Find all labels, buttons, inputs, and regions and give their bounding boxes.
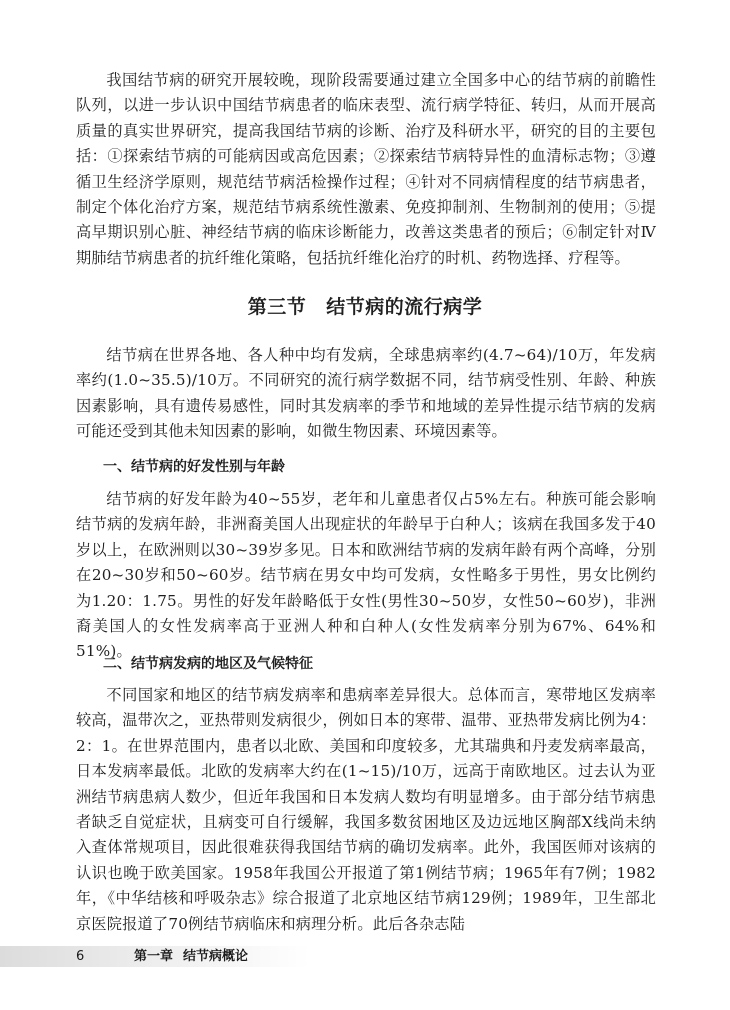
subheading-gender-age: 一、结节病的好发性别与年龄 (103, 459, 285, 475)
running-footer-chapter (134, 946, 248, 967)
page-number: 6 (76, 949, 85, 964)
body-paragraph-4: 不同国家和地区的结节病发病率和患病率差异很大。总体而言，寒带地区发病率较高，温带次之，亚热带则发病很少，例如日本的寒带、温带、亚热带发病比例为4：2：1。在世界范围内，患者以北欧、美国和印度较多，尤其瑞典和丹麦发病率最高，日本发病率最低。北欧的发病率大约在(1~15)/10万，远高于南欧地区。过去认为亚洲结节病患病人数少，但近年我国和日本发病人数均有明显增多。由于部分结节病患者缺乏自觉症状，且病变可自行缓解，我国多数贫困地区及边远地区胸部X线尚未纳入查体常规项目，因此很难获得我国结节病的确切发病率。此外，我国医师对该病的认识也晚于欧美国家。1958年我国公开报道了第1例结节病；1965年有7例；1982年，《中华结核和呼吸杂志》综合报道了北京地区结节病129例；1989年，卫生部北京医院报道了70例结节病临床和病理分析。此后各杂志陆 (76, 686, 656, 933)
chapter-number: 第一章 (134, 949, 174, 964)
subheading-region-climate: 二、结节病发病的地区及气候特征 (103, 656, 313, 672)
body-paragraph-1: 我国结节病的研究开展较晚，现阶段需要通过建立全国多中心的结节病的前瞻性队列，以进一步认识中国结节病患者的临床表型、流行病学特征、转归，从而开展高质量的真实世界研究，提高我国结节病的诊断、治疗及科研水平，研究的目的主要包括：①探索结节病的可能病因或高危因素；②探索结节病特异性的血清标志物；③遵循卫生经济学原则，规范结节病活检操作过程；④针对不同病情程度的结节病患者，制定个体化治疗方案，规范结节病系统性激素、免疫抑制剂、生物制剂的使用；⑤提高早期识别心脏、神经结节病的临床诊断能力，改善这类患者的预后；⑥制定针对Ⅳ期肺结节病患者的抗纤维化策略，包括抗纤维化治疗的时机、药物选择、疗程等。 (76, 71, 656, 267)
body-paragraph-2: 结节病在世界各地、各人种中均有发病，全球患病率约(4.7~64)/10万，年发病率约(1.0~35.5)/10万。不同研究的流行病学数据不同，结节病受性别、年龄、种族因素影响，具有遗传易感性，同时其发病率的季节和地域的差异性提示结节病的发病可能还受到其他未知因素的影响，如微生物因素、环境因素等。 (76, 346, 656, 441)
section-title: 结节病的流行病学 (326, 296, 483, 318)
section-heading (0, 292, 730, 319)
chapter-title: 结节病概论 (183, 949, 249, 964)
body-paragraph-3: 结节病的好发年龄为40~55岁，老年和儿童患者仅占5%左右。种族可能会影响结节病的发病年龄，非洲裔美国人出现症状的年龄早于白种人；该病在我国多发于40岁以上，在欧洲则以30~39岁多见。日本和欧洲结节病的发病年龄有两个高峰，分别在20~30岁和50~60岁。结节病在男女中均可发病，女性略多于男性，男女比例约为1.20：1.75。男性的好发年龄略低于女性(男性30~50岁，女性50~60岁)，非洲裔美国人的女性发病率高于亚洲人种和白种人(女性发病率分别为67%、64%和51%)。 (76, 490, 656, 661)
section-number: 第三节 (247, 296, 307, 318)
